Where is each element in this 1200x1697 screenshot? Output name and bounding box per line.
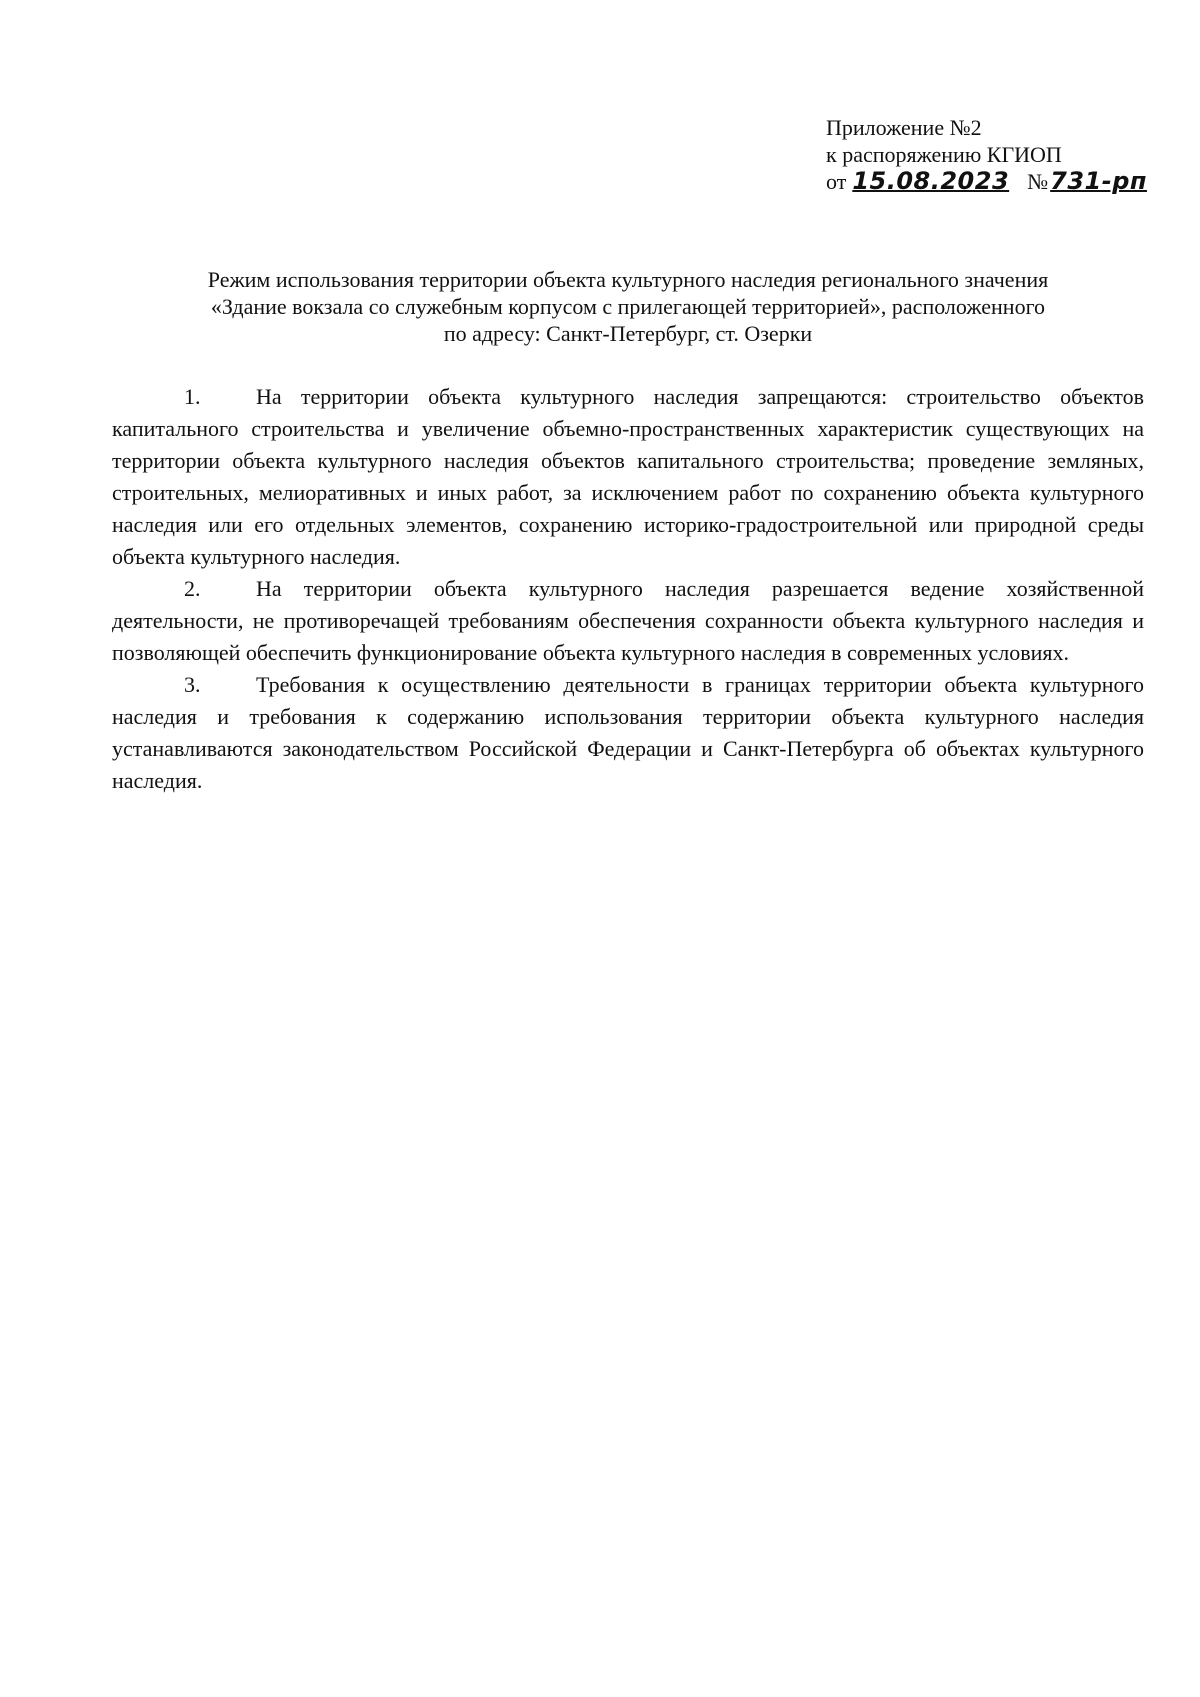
item-number: 1. — [184, 384, 201, 409]
appendix-title: Приложение №2 — [826, 115, 982, 140]
item-text: Требования к осуществлению деятельности в границах территории объекта культурного наследия и требования к содержанию использования территории объекта культурного наследия устанавливаются законодательством Российской Федерации и Санкт-Петербурга об объектах культурного наследия. — [112, 672, 1144, 793]
handwritten-number: 731-рп — [1050, 167, 1147, 195]
title-line-3: по адресу: Санкт-Петербург, ст. Озерки — [443, 321, 813, 346]
list-item — [112, 573, 1144, 669]
title-line-1: Режим использования территории объекта культурного наследия регионального значения — [207, 267, 1049, 292]
item-text: На территории объекта культурного наследия запрещаются: строительство объектов капитального строительства и увеличение объемно-пространственных характеристик существующих на территории объекта культурного наследия объектов капитального строительства; проведение земляных, строительных, мелиоративных и иных работ, за исключением работ по сохранению объекта культурного наследия или его отдельных элементов, сохранению историко-градостроительной или природной среды объекта культурного наследия. — [112, 384, 1144, 569]
item-number: 3. — [184, 672, 201, 697]
list-item — [112, 669, 1144, 797]
date-prefix: от — [826, 169, 847, 194]
number-sign: № — [1027, 169, 1049, 194]
handwritten-date: 15.08.2023 — [852, 167, 1010, 195]
document-body — [112, 381, 1144, 797]
appendix-reference: к распоряжению КГИОП — [826, 142, 1062, 167]
title-line-2: «Здание вокзала со служебным корпусом с прилегающей территорией», расположенного — [210, 294, 1046, 319]
document-title — [112, 266, 1144, 347]
appendix-date-line — [826, 168, 1166, 195]
item-number: 2. — [184, 576, 201, 601]
appendix-header — [826, 114, 1166, 195]
list-item — [112, 381, 1144, 573]
item-text: На территории объекта культурного наследия разрешается ведение хозяйственной деятельности, не противоречащей требованиям обеспечения сохранности объекта культурного наследия и позволяющей обеспечить функционирование объекта культурного наследия в современных условиях. — [112, 576, 1144, 665]
